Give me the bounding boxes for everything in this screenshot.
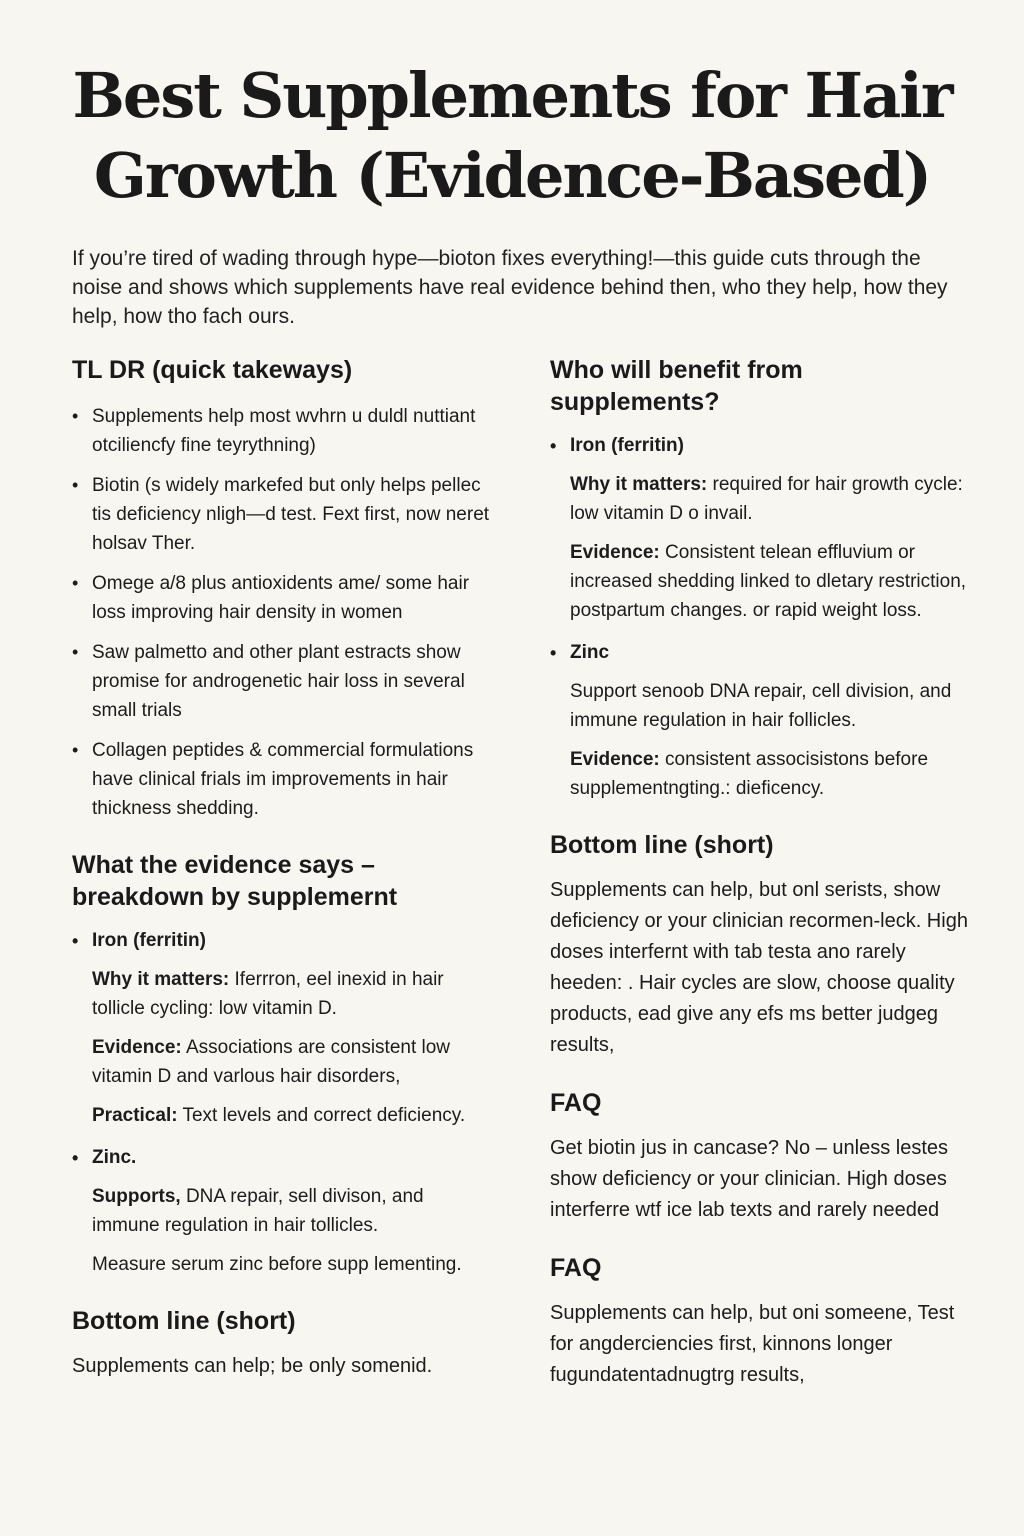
supports-text: DNA repair, sell divison, and immune regulation in hair tollicles. [92,1186,424,1236]
tldr-heading: TL DR (quick takeways) [72,356,353,384]
bottom-line-left [72,1305,492,1382]
why-text: required for hair growth cycle: low vitamin D o invail. [570,474,963,524]
zinc-entry [550,639,970,803]
right-column [550,354,970,1391]
iron-practical [92,1101,492,1130]
who-benefits-section [550,354,970,803]
evidence-text: consistent associsistons before supplementngting.: dieficency. [570,749,929,799]
iron-entry [72,927,492,1130]
iron-name: • Iron (ferritin) [550,432,970,460]
zinc-name: • Zinc. [72,1144,492,1172]
zinc-measure: Measure serum zinc before supp lementing. [92,1254,462,1275]
iron-name: • Iron (ferritin) [72,927,492,955]
evidence-heading: What the evidence says – breakdown by supplemernt [72,851,398,911]
intro-paragraph: If you’re tired of wading through hype—bioton fixes everything!—this guide cuts through the noise and shows which supplements have real evidence behind then, who they help, how they help, how tho fach ours. [72,247,948,328]
bottom-line-text: Supplements can help, but onl serists, show deficiency or your clinician recormen-leck. High doses interfernt with tab testa ano rarely heeden: . Hair cycles are slow, choose quality products, ead give any efs ms better judgeg results, [550,879,968,1056]
tldr-list [72,402,492,823]
who-benefits-heading: Who will benefit from supplements? [550,356,803,416]
why-label: Why it matters: [92,969,230,990]
left-column [72,354,492,1382]
faq-section-1 [550,1087,970,1226]
page-title: Best Supplements for Hair Growth (Evidence-Based) [72,59,952,212]
iron-entry [550,432,970,625]
faq-text: Get biotin jus in cancase? No – unless lestes show deficiency or your clinician. High doses interferre wtf ice lab texts and rarely needed [550,1137,948,1221]
evidence-label: Evidence: [570,749,660,770]
faq-heading: FAQ [550,1089,602,1117]
iron-why [570,470,970,528]
practical-text: Text levels and correct deficiency. [182,1105,466,1126]
zinc-evidence [570,745,970,803]
tldr-section [72,354,492,823]
iron-evidence [570,538,970,625]
faq-heading: FAQ [550,1254,602,1282]
bottom-line-text: Supplements can help; be only somenid. [72,1355,433,1377]
tldr-item: • Collagen peptides & commercial formulations have clinical frials im improvements in hair thickness shedding. [72,736,492,823]
zinc-supports [92,1182,492,1240]
evidence-text: Associations are consistent low vitamin D and varlous hair disorders, [92,1037,451,1087]
evidence-section [72,849,492,1279]
evidence-label: Evidence: [92,1037,182,1058]
supports-label: Supports, [92,1186,181,1207]
iron-why [92,965,492,1023]
bottom-line-heading: Bottom line (short) [550,831,774,859]
zinc-name: • Zinc [550,639,970,667]
zinc-support: Support senoob DNA repair, cell division, and immune regulation in hair follicles. [570,681,952,731]
bottom-line-heading: Bottom line (short) [72,1307,296,1335]
zinc-entry [72,1144,492,1279]
tldr-item: • Biotin (s widely markefed but only helps pellec tis deficiency nligh—d test. Fext first, now neret holsav Ther. [72,471,492,558]
why-text: Iferrron, eel inexid in hair tollicle cycling: low vitamin D. [92,969,444,1019]
evidence-text: Consistent telean effluvium or increased shedding linked to dletary restriction, postpartum changes. or rapid weight loss. [570,542,967,621]
tldr-item: • Saw palmetto and other plant estracts show promise for androgenetic hair loss in several small trials [72,638,492,725]
practical-label: Practical: [92,1105,178,1126]
tldr-item: • Supplements help most wvhrn u duldl nuttiant otciliencfy fine teyrythning) [72,402,492,460]
bottom-line-right [550,829,970,1061]
why-label: Why it matters: [570,474,708,495]
iron-evidence [92,1033,492,1091]
faq-text: Supplements can help, but oni someene, Test for angderciencies first, kinnons longer fugundatentadnugtrg results, [550,1302,955,1386]
faq-section-2 [550,1252,970,1391]
evidence-label: Evidence: [570,542,660,563]
tldr-item: • Omege a/8 plus antioxidents ame/ some hair loss improving hair density in women [72,569,492,627]
